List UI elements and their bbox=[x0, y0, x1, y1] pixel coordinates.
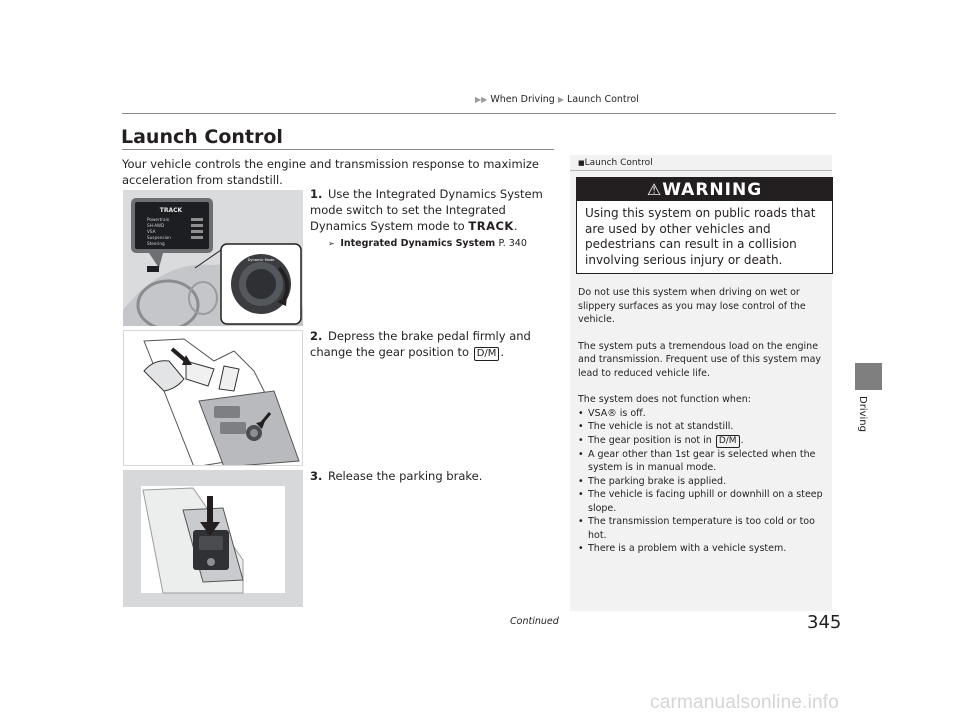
sidebar-divider bbox=[570, 170, 832, 171]
warning-triangle-icon: ⚠ bbox=[646, 180, 663, 199]
parking-brake-illustration bbox=[123, 470, 303, 607]
warning-header bbox=[577, 178, 832, 201]
list-item: • The transmission temperature is too cold or too hot. bbox=[578, 515, 826, 542]
list-item: • The parking brake is applied. bbox=[578, 475, 826, 489]
page-title: Launch Control bbox=[121, 126, 283, 148]
step-text: Release the parking brake. bbox=[328, 469, 483, 483]
display-row: VSA bbox=[147, 229, 156, 234]
step-number: 1. bbox=[310, 187, 323, 201]
chapter-label: Driving bbox=[857, 396, 868, 432]
note-icon: ■ bbox=[578, 159, 585, 167]
figure-parking-brake bbox=[123, 470, 303, 607]
step-3 bbox=[310, 468, 555, 484]
cross-reference-link[interactable] bbox=[310, 236, 555, 252]
xref-page: P. 340 bbox=[498, 238, 527, 249]
step-text: Depress the brake pedal firmly and change the gear position to bbox=[310, 329, 531, 359]
sidebar-body bbox=[578, 286, 826, 556]
gear-key-label: D/M bbox=[474, 347, 500, 361]
header-divider bbox=[122, 113, 836, 114]
step-1 bbox=[310, 186, 555, 252]
list-item: • The vehicle is not at standstill. bbox=[578, 420, 826, 434]
display-row: Steering bbox=[147, 241, 165, 246]
knob-label: Dynamic Mode bbox=[247, 258, 275, 262]
list-item bbox=[578, 434, 826, 448]
step-number: 2. bbox=[310, 329, 323, 343]
sidebar-paragraph: The system puts a tremendous load on the engine and transmission. Frequent use of this system may lead to reduced vehicle life. bbox=[578, 340, 822, 379]
step-text-end: . bbox=[500, 345, 505, 359]
breadcrumb-arrow-icon: ▶ bbox=[557, 95, 565, 104]
xref-title: Integrated Dynamics System bbox=[340, 238, 496, 249]
breadcrumb-item: When Driving bbox=[490, 94, 555, 105]
step-text: Use the Integrated Dynamics System mode switch to set the Integrated Dynamics System mode to bbox=[310, 187, 543, 233]
sidebar-paragraph: Do not use this system when driving on wet or slippery surfaces as you may lose control of the vehicle. bbox=[578, 287, 806, 325]
sidebar-paragraph: The system does not function when: bbox=[578, 394, 751, 405]
watermark: carmanualsonline.info bbox=[650, 692, 840, 713]
conditions-list bbox=[578, 407, 826, 556]
display-row: SH-AWD bbox=[147, 223, 165, 228]
list-item: • A gear other than 1st gear is selected when the system is in manual mode. bbox=[578, 448, 826, 475]
intro-paragraph: Your vehicle controls the engine and transmission response to maximize acceleration from standstill. bbox=[122, 157, 539, 187]
list-item-text: The gear position is not in bbox=[588, 434, 712, 446]
brake-and-gear-illustration bbox=[124, 331, 303, 466]
step-number: 3. bbox=[310, 469, 323, 483]
warning-title: WARNING bbox=[662, 180, 763, 200]
reference-arrow-icon: ➢ bbox=[328, 239, 335, 248]
step-2 bbox=[310, 328, 555, 361]
page-number: 345 bbox=[807, 612, 842, 633]
figure-integrated-dynamics bbox=[123, 190, 303, 326]
sidebar-heading-text: Launch Control bbox=[584, 158, 653, 168]
display-row: Suspension bbox=[147, 235, 171, 240]
sidebar-notes bbox=[570, 155, 832, 611]
mode-name: TRACK bbox=[468, 219, 514, 233]
figure-gear-selector bbox=[123, 330, 303, 466]
breadcrumb-item: Launch Control bbox=[567, 94, 639, 105]
display-title: TRACK bbox=[159, 207, 183, 214]
sidebar-heading bbox=[578, 158, 653, 168]
list-item-text: . bbox=[740, 434, 744, 446]
list-item-text: ® is off. bbox=[607, 407, 646, 419]
dashboard-illustration bbox=[123, 190, 303, 326]
list-item-text: VSA bbox=[588, 407, 608, 419]
breadcrumb-arrow-icon: ▶▶ bbox=[475, 95, 488, 104]
continued-label: Continued bbox=[510, 616, 559, 627]
list-item bbox=[578, 407, 826, 421]
chapter-tab bbox=[855, 363, 882, 390]
title-divider bbox=[122, 149, 554, 150]
gear-key-label: D/M bbox=[716, 435, 740, 448]
warning-text: Using this system on public roads that are used by other vehicles and pedestrians can result in a collision involving serious injury or death. bbox=[585, 206, 816, 267]
step-text-end: . bbox=[513, 219, 518, 233]
list-item: • There is a problem with a vehicle system. bbox=[578, 542, 826, 556]
list-item: • The vehicle is facing uphill or downhill on a steep slope. bbox=[578, 488, 826, 515]
display-row: Powertrain bbox=[147, 217, 170, 222]
warning-box bbox=[576, 177, 833, 274]
breadcrumb bbox=[475, 94, 835, 105]
